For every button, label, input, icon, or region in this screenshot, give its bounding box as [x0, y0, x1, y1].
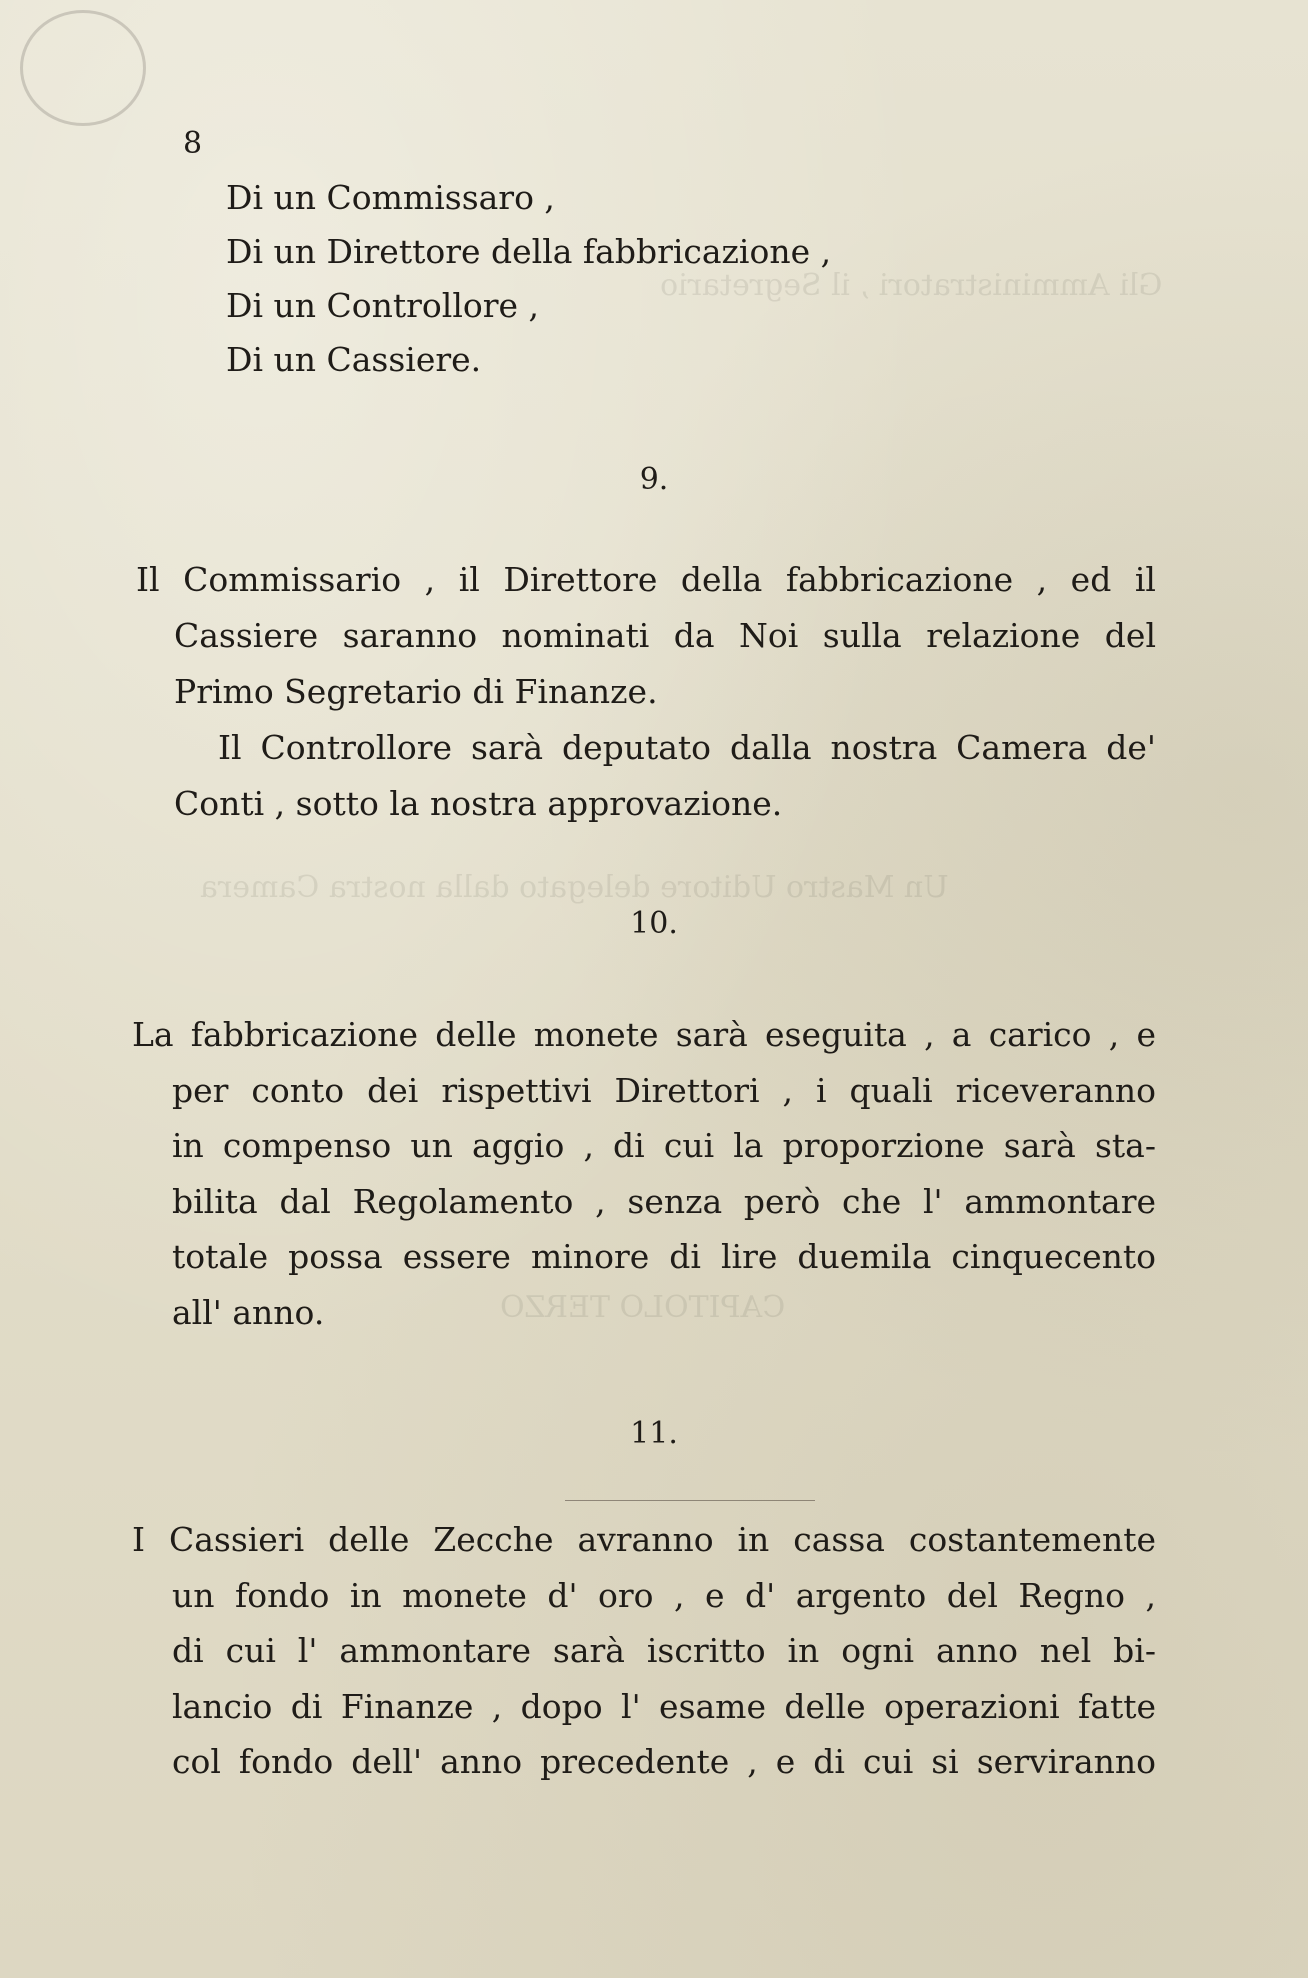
article-line: col fondo dell' anno precedente , e di cui si serviranno: [172, 1742, 1156, 1781]
show-through-text: Gli Amministratori , il Segretario: [660, 268, 1163, 303]
article-line: I Cassieri delle Zecche avranno in cassa costantemente: [132, 1520, 1156, 1559]
article-line: Il Commissario , il Direttore della fabbricazione , ed il: [136, 560, 1156, 599]
article-line: un fondo in monete d' oro , e d' argento del Regno ,: [172, 1576, 1156, 1615]
article-line: in compenso un aggio , di cui la proporzione sarà sta-: [172, 1126, 1156, 1165]
show-through-text: Un Mastro Uditore delegato dalla nostra Camera: [200, 870, 949, 905]
article-line: Conti , sotto la nostra approvazione.: [174, 784, 783, 823]
library-stamp: [20, 10, 146, 126]
list-item: Di un Cassiere.: [226, 340, 482, 379]
article-line: La fabbricazione delle monete sarà eseguita , a carico , e: [132, 1015, 1156, 1054]
article-line: Il Controllore sarà deputato dalla nostra Camera de': [218, 728, 1156, 767]
article-number: 11.: [630, 1416, 678, 1451]
page-number: 8: [183, 126, 203, 161]
show-through-text: CAPITOLO TERZO: [500, 1290, 786, 1325]
article-line: all' anno.: [172, 1293, 325, 1332]
article-number: 10.: [630, 906, 678, 941]
article-line: Primo Segretario di Finanze.: [174, 672, 658, 711]
list-item: Di un Direttore della fabbricazione ,: [226, 232, 832, 271]
list-item: Di un Commissaro ,: [226, 178, 555, 217]
divider: [565, 1500, 815, 1501]
article-line: lancio di Finanze , dopo l' esame delle operazioni fatte: [172, 1687, 1156, 1726]
article-line: di cui l' ammontare sarà iscritto in ogni anno nel bi-: [172, 1631, 1156, 1670]
article-line: per conto dei rispettivi Direttori , i quali riceveranno: [172, 1071, 1156, 1110]
article-line: bilita dal Regolamento , senza però che l' ammontare: [172, 1182, 1156, 1221]
article-number: 9.: [639, 462, 669, 497]
list-item: Di un Controllore ,: [226, 286, 540, 325]
article-line: Cassiere saranno nominati da Noi sulla relazione del: [174, 616, 1156, 655]
article-line: totale possa essere minore di lire duemila cinquecento: [172, 1237, 1156, 1276]
